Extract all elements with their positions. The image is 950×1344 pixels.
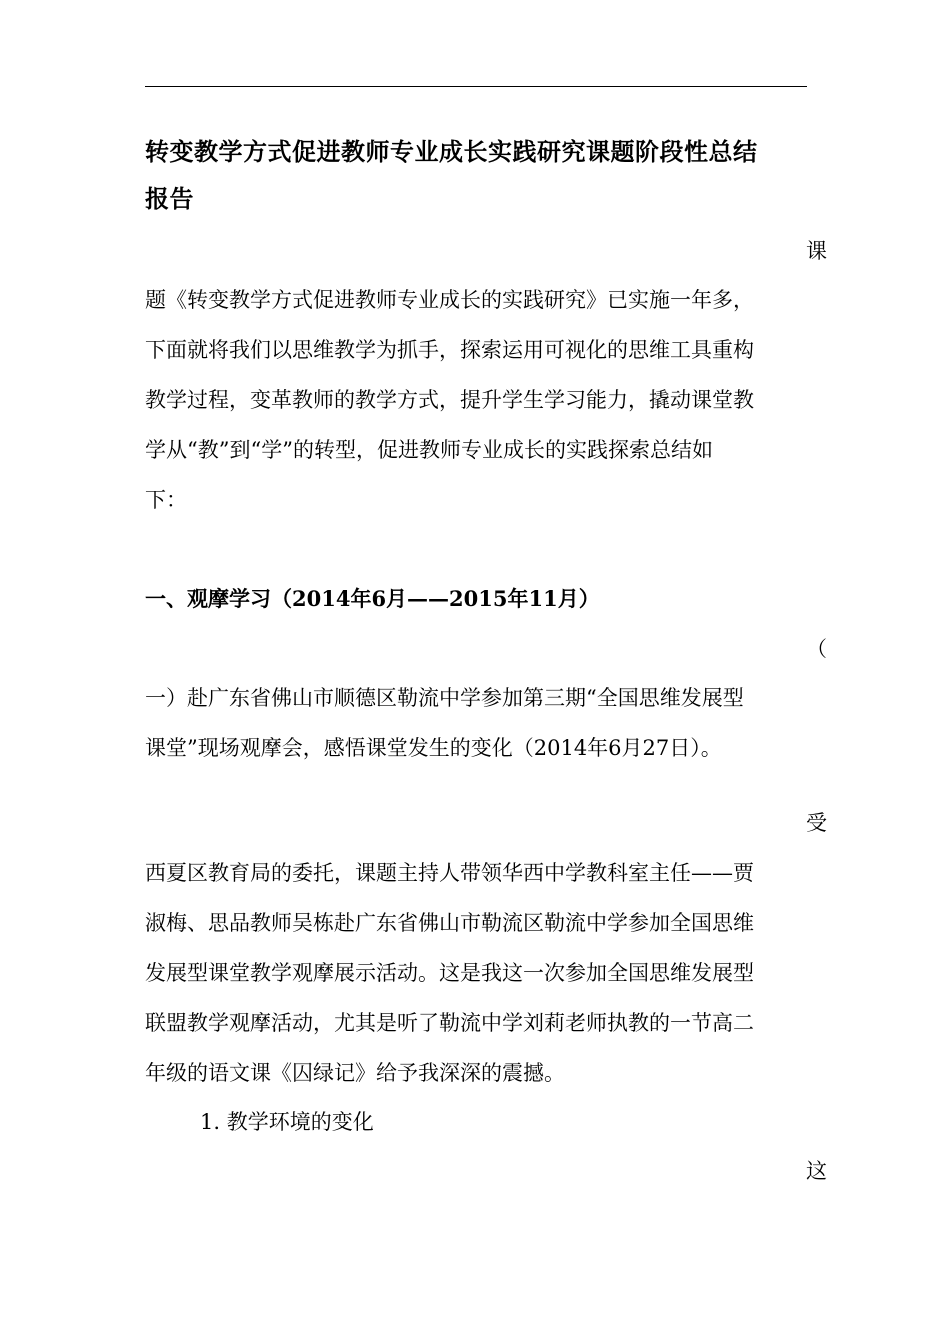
title-line-2: 报告	[145, 184, 194, 213]
intro-line: 教学过程，变革教师的教学方式，提升学生学习能力，撬动课堂教	[145, 388, 754, 412]
intro-paragraph	[145, 275, 825, 525]
para2-line: 发展型课堂教学观摩展示活动。这是我这一次参加全国思维发展型	[145, 961, 754, 985]
sub1-line: 课堂”现场观摩会，感悟课堂发生的变化（2014年6月27日）。	[145, 736, 722, 760]
document-title	[145, 128, 825, 222]
para2-line: 西夏区教育局的委托，课题主持人带领华西中学教科室主任——贾	[145, 861, 754, 885]
intro-line: 题《转变教学方式促进教师专业成长的实践研究》已实施一年多，	[145, 288, 754, 312]
intro-line: 学从“教”到“学”的转型，促进教师专业成长的实践探索总结如	[145, 438, 713, 462]
para2-line: 年级的语文课《囚绿记》给予我深深的震撼。	[145, 1061, 565, 1085]
intro-line: 下面就将我们以思维教学为抓手，探索运用可视化的思维工具重构	[145, 338, 754, 362]
sub1-first-char: （	[806, 637, 827, 661]
sub1-paragraph	[145, 673, 825, 773]
intro-first-char: 课	[806, 239, 827, 263]
para2-first-char: 受	[806, 811, 827, 835]
sub1-line: 一）赴广东省佛山市顺德区勒流中学参加第三期“全国思维发展型	[145, 686, 744, 710]
title-line-1: 转变教学方式促进教师专业成长实践研究课题阶段性总结	[145, 137, 758, 166]
para2-paragraph	[145, 848, 825, 1098]
para2-line: 联盟教学观摩活动，尤其是听了勒流中学刘莉老师执教的一节高二	[145, 1011, 754, 1035]
intro-line: 下：	[145, 488, 187, 512]
para2-line: 淑梅、思品教师吴栋赴广东省佛山市勒流区勒流中学参加全国思维	[145, 911, 754, 935]
para3-first-char: 这	[806, 1159, 827, 1183]
list-item-1: 1. 教学环境的变化	[200, 1110, 374, 1134]
header-rule	[145, 86, 807, 87]
section-heading: 一、观摩学习（2014年6月——2015年11月）	[145, 586, 600, 611]
